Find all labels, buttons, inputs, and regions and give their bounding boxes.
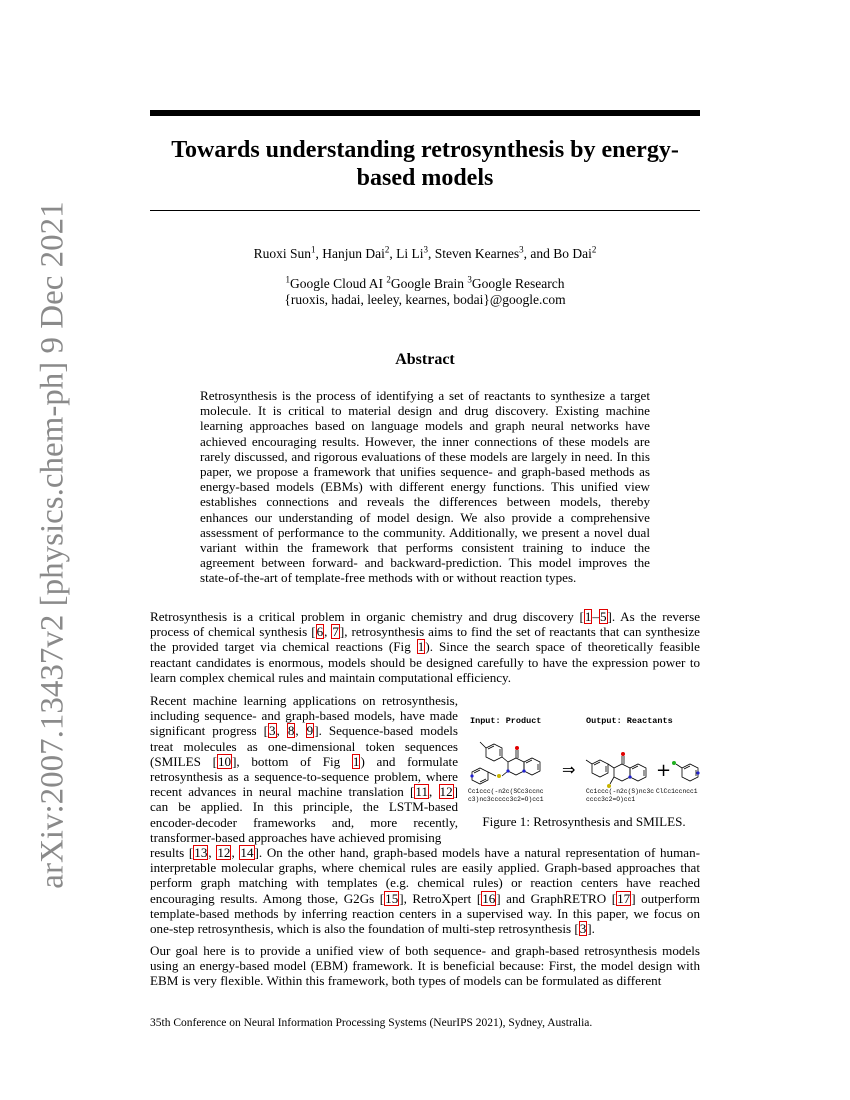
- author-name: Steven Kearnes: [434, 246, 520, 261]
- nitrogen-atom: [506, 769, 509, 772]
- author-affil-sup: 3: [423, 244, 429, 255]
- citation-link[interactable]: 17: [617, 890, 631, 906]
- plus-sign: +: [656, 760, 672, 781]
- author-affil-sup: 2: [384, 244, 390, 255]
- figure-link[interactable]: 1: [352, 753, 360, 769]
- figure-1-caption: Figure 1: Retrosynthesis and SMILES.: [482, 814, 686, 829]
- intro-paragraph-3: Our goal here is to provide a unified view of both sequence- and graph-based retrosynthesis models using an energy-based model (EBM) framework. It is beneficial because: First, the model design with EBM is very flexible. Within this framework, both types of models can be formulated as different: [150, 943, 700, 989]
- author-name: Li Li: [396, 246, 424, 261]
- citation-link[interactable]: 1: [584, 609, 592, 624]
- citation-link[interactable]: 14: [240, 845, 254, 860]
- reaction-arrow: ⇒: [562, 760, 576, 779]
- intro-paragraph-2-continued: results [13, 12, 14]. On the other hand, graph-based models have a natural representation of human-interpretable molecular graphs, where chemical rules are easily applied. Graph-based approaches that perform graph matching with templates (e.g. chemical rules) or reaction centers have reached encouraging results. Among those, G2Gs [15], RetroXpert [16] and GraphRETRO [17] outperform template-based methods by inferring reaction centers in a supervised way. In this paper, we focus on one-step retrosynthesis, which is also the foundation of multi-step retrosynthesis [3].: [150, 845, 701, 937]
- affil-org: Google Cloud AI: [290, 276, 384, 291]
- author-name: Hanjun Dai: [322, 246, 385, 261]
- figure-input-label: Input: Product: [470, 716, 542, 726]
- reactant1-quinazolinone: [610, 756, 646, 784]
- citation-link[interactable]: 12: [217, 845, 231, 860]
- citation-link[interactable]: 5: [599, 609, 607, 624]
- citation-link[interactable]: 9: [306, 723, 314, 739]
- nitrogen-atom: [628, 775, 631, 778]
- citation-link[interactable]: 8: [287, 723, 295, 739]
- conference-footer: 35th Conference on Neural Information Processing Systems (NeurIPS 2021), Sydney, Australia.: [150, 1017, 593, 1029]
- citation-link[interactable]: 13: [194, 845, 208, 860]
- author-affil-sup: 1: [311, 244, 316, 255]
- oxygen-atom: [621, 752, 625, 756]
- sulfur-atom: [497, 774, 501, 778]
- figure-1: [466, 712, 702, 830]
- nitrogen-atom: [470, 774, 473, 777]
- figure-output-label: Output: Reactants: [586, 716, 673, 726]
- smiles-product: Cc1ccc(-n2c(SCc3ccnc c3)nc3ccccc3c2=O)cc1: [468, 788, 544, 803]
- title-bottom-rule: [150, 210, 700, 211]
- author-sep: ,: [315, 246, 323, 261]
- smiles-reactant-1: Cc1ccc(-n2c(S)nc3c cccc3c2=O)cc1: [586, 788, 655, 803]
- author-emails: {ruoxis, hadai, leeley, kearnes, bodai}@google.com: [284, 292, 566, 307]
- reactant1-tolyl-ring: [586, 760, 614, 777]
- affiliations: [150, 276, 700, 308]
- affil-sup: 2: [386, 274, 391, 285]
- affil-sup: 1: [285, 274, 291, 285]
- author-sep: ,: [389, 246, 397, 261]
- product-pyridylmethyl: [472, 768, 496, 784]
- citation-link[interactable]: 7: [332, 624, 339, 640]
- nitrogen-atom: [522, 769, 525, 772]
- citation-link[interactable]: 11: [415, 784, 428, 800]
- citation-link[interactable]: 3: [269, 723, 276, 739]
- chlorine-atom: [672, 761, 676, 765]
- author-name: Ruoxi Sun: [253, 246, 312, 261]
- author-name: Bo Dai: [553, 246, 592, 261]
- intro-paragraph-2: Recent machine learning applications on retrosynthesis, including sequence- and graph-based models, have made significant progress [3, 8, 9]. Sequence-based models treat molecules as one-dimensional token sequences (SMILES [10], bottom of Fig 1) and formulate retrosynthesis as a sequence-to-sequence problem, where recent advances in neural machine translation [11, 12] can be applied. In this principle, the LSTM-based encoder-decoder frameworks and, more recently, transformer-based approaches have achieved promising: [150, 693, 459, 845]
- product-tolyl-ring: [480, 742, 508, 762]
- smiles-reactant-2: ClCc1ccncc1: [656, 788, 698, 795]
- abstract-heading: Abstract: [395, 351, 455, 368]
- citation-link[interactable]: 15: [385, 890, 399, 906]
- figure-link[interactable]: 1: [417, 639, 425, 655]
- affil-org: Google Brain: [390, 276, 465, 291]
- affil-org: Google Research: [471, 276, 565, 291]
- abstract-text: Retrosynthesis is the process of identifying a set of reactants to synthesize a target molecule. It is critical to material design and drug discovery. Existing machine learning approaches based on language models and graph neural networks have achieved encouraging results. However, the inner connections of these models are rarely discussed, and rigorous evaluations of these models are largely in need. In this paper, we propose a framework that unifies sequence- and graph-based methods as energy-based models (EBMs) with different energy functions. This unified view establishes connections and reveals the differences between models, thereby enhances our understanding of model design. We also provide a comprehensive assessment of performance to the community. Additionally, we present a novel dual variant within the framework that performs consistent training to induce the agreement between forward- and backward-prediction. This model improves the state-of-the-art of template-free methods with or without reaction types.: [200, 388, 650, 586]
- citation-link[interactable]: 10: [217, 753, 232, 769]
- author-sep: , and: [523, 246, 554, 261]
- affil-sup: 3: [467, 274, 472, 285]
- author-list: [150, 246, 700, 262]
- citation-link[interactable]: 16: [482, 890, 496, 906]
- intro-paragraph-1: Retrosynthesis is a critical problem in organic chemistry and drug discovery [1–5]. As the reverse process of chemical synthesis [6, 7], retrosynthesis aims to find the set of reactants that can synthesize the provided target via chemical reactions (Fig 1). Since the search space of theoretically feasible reactant candidates is enormous, models should be designed carefully to have the expression power to learn complex chemical rules and maintain computational efficiency.: [150, 609, 701, 685]
- paper-title: Towards understanding retrosynthesis by energy-based models: [171, 137, 679, 191]
- citation-link[interactable]: 3: [579, 921, 587, 937]
- nitrogen-atom: [696, 771, 699, 774]
- citation-link[interactable]: 12: [439, 784, 453, 800]
- author-affil-sup: 3: [519, 244, 524, 255]
- author-affil-sup: 2: [591, 244, 597, 255]
- arxiv-side-identifier: arXiv:2007.13437v2 [physics.chem-ph] 9 Dec 2021: [34, 201, 71, 889]
- author-sep: ,: [428, 246, 435, 261]
- reactant2-picolyl-chloride: [676, 764, 698, 781]
- citation-link[interactable]: 6: [316, 624, 324, 640]
- oxygen-atom: [515, 746, 519, 750]
- title-top-rule: [150, 110, 700, 116]
